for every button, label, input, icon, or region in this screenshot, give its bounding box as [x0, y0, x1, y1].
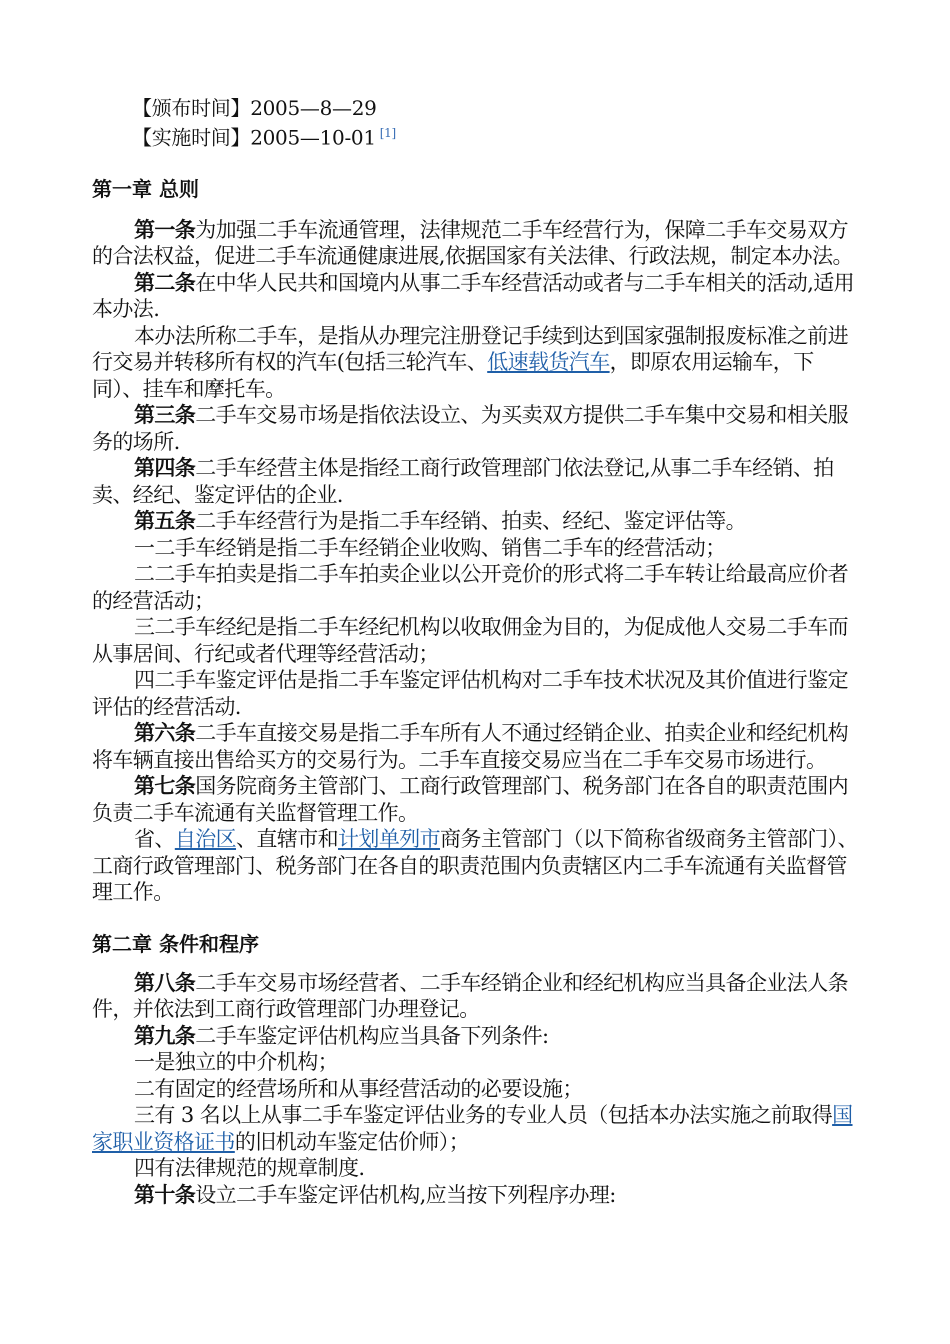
article-text: 国务院商务主管部门、工商行政管理部门、税务部门在各自的职责范围内负责二手车流通有关监督管理工作。	[92, 774, 849, 825]
article-label: 第九条	[134, 1023, 196, 1048]
article-5-item-2: 二二手车拍卖是指二手车拍卖企业以公开竞价的形式将二手车转让给最高应价者的经营活动；	[92, 562, 848, 613]
paragraph-text: ，即原农用运输车，下同）、挂车和摩托车。	[92, 350, 814, 401]
issue-date-line	[92, 96, 862, 121]
article-6	[92, 720, 862, 773]
article-text: 二手车交易市场经营者、二手车经销企业和经纪机构应当具备企业法人条件，并依法到工商行政管理部门办理登记。	[92, 970, 849, 1022]
vocational-certificate-link[interactable]: 国家职业资格证书	[92, 1103, 853, 1154]
article-1	[92, 217, 862, 270]
effective-date-label: 【实施时间】	[132, 125, 251, 150]
paragraph-text: 省、	[134, 827, 175, 852]
article-5-item-4: 四二手车鉴定评估是指二手车鉴定评估机构对二手车技术状况及其价值进行鉴定评估的经营活动.	[92, 668, 848, 719]
paragraph-text: 本办法所称二手车，是指从办理完注册登记手续到达到国家强制报废标准之前进行交易并转移所有权的汽车(包括三轮汽车、	[92, 323, 848, 375]
article-label: 第三条	[134, 403, 196, 428]
autonomous-region-link[interactable]: 自治区	[174, 827, 237, 852]
article-9-item-3	[92, 1102, 862, 1155]
article-text: 在中华人民共和国境内从事二手车经营活动或者与二手车相关的活动,适用本办法.	[92, 270, 855, 322]
article-2	[92, 270, 862, 323]
article-label: 第一条	[134, 217, 196, 242]
article-7	[92, 773, 862, 826]
article-9-item-1: 一是独立的中介机构；	[134, 1050, 338, 1075]
article-label: 第二条	[134, 270, 196, 295]
low-speed-truck-link[interactable]: 低速载货汽车	[487, 350, 610, 375]
article-7-paragraph-2	[92, 826, 862, 906]
article-9-item-4: 四有法律规范的规章制度.	[134, 1156, 365, 1181]
issue-date-value: 2005—8—29	[250, 96, 377, 120]
article-label: 第六条	[134, 721, 196, 746]
effective-date-line	[92, 121, 862, 151]
paragraph-text: 三有 3 名以上从事二手车鉴定评估业务的专业人员（包括本办法实施之前取得	[134, 1103, 833, 1128]
effective-date-value: 2005—10-01	[250, 125, 376, 150]
article-label: 第四条	[134, 456, 196, 481]
paragraph-text: 、直辖市和	[236, 827, 339, 852]
separately-planned-city-link[interactable]: 计划单列市	[338, 827, 441, 852]
article-text: 为加强二手车流通管理，法律规范二手车经营行为，保障二手车交易双方的合法权益，促进二手车流通健康进展,依据国家有关法律、行政法规，制定本办法。	[92, 217, 853, 269]
article-text: 设立二手车鉴定评估机构,应当按下列程序办理:	[195, 1182, 616, 1207]
chapter-2-heading: 第二章 条件和程序	[92, 931, 259, 956]
paragraph-text: 的旧机动车鉴定估价师）；	[234, 1129, 470, 1154]
article-4	[92, 455, 862, 508]
article-text: 二手车经营主体是指经工商行政管理部门依法登记,从事二手车经销、拍卖、经纪、鉴定评估的企业.	[92, 456, 834, 507]
article-5	[92, 508, 862, 535]
article-2-paragraph-2	[92, 323, 862, 403]
article-label: 第五条	[134, 509, 196, 534]
document-page	[92, 96, 862, 1208]
article-label: 第十条	[134, 1182, 196, 1207]
citation-link[interactable]: [1]	[379, 126, 396, 140]
article-label: 第七条	[134, 774, 196, 799]
issue-date-label: 【颁布时间】	[132, 96, 251, 120]
article-text: 二手车经营行为是指二手车经销、拍卖、经纪、鉴定评估等。	[195, 509, 747, 534]
chapter-1-heading: 第一章 总则	[92, 176, 199, 201]
article-8	[92, 970, 862, 1023]
article-5-item-3: 三二手车经纪是指二手车经纪机构以收取佣金为目的，为促成他人交易二手车而从事居间、行纪或者代理等经营活动；	[92, 615, 848, 666]
article-label: 第八条	[134, 970, 196, 995]
article-text: 二手车鉴定评估机构应当具备下列条件:	[195, 1023, 549, 1048]
article-text: 二手车交易市场是指依法设立、为买卖双方提供二手车集中交易和相关服务的场所.	[92, 403, 849, 454]
article-3	[92, 402, 862, 455]
article-9	[92, 1023, 862, 1050]
article-9-item-2: 二有固定的经营场所和从事经营活动的必要设施；	[134, 1076, 583, 1101]
paragraph-text: 商务主管部门（以下简称省级商务主管部门）、工商行政管理部门、税务部门在各自的职责范围内负责辖区内二手车流通有关监督管理工作。	[92, 827, 858, 905]
article-10	[92, 1182, 862, 1209]
article-text: 二手车直接交易是指二手车所有人不通过经销企业、拍卖企业和经纪机构将车辆直接出售给买方的交易行为。二手车直接交易应当在二手车交易市场进行。	[92, 721, 849, 772]
article-5-item-1: 一二手车经销是指二手车经销企业收购、销售二手车的经营活动；	[134, 535, 726, 560]
